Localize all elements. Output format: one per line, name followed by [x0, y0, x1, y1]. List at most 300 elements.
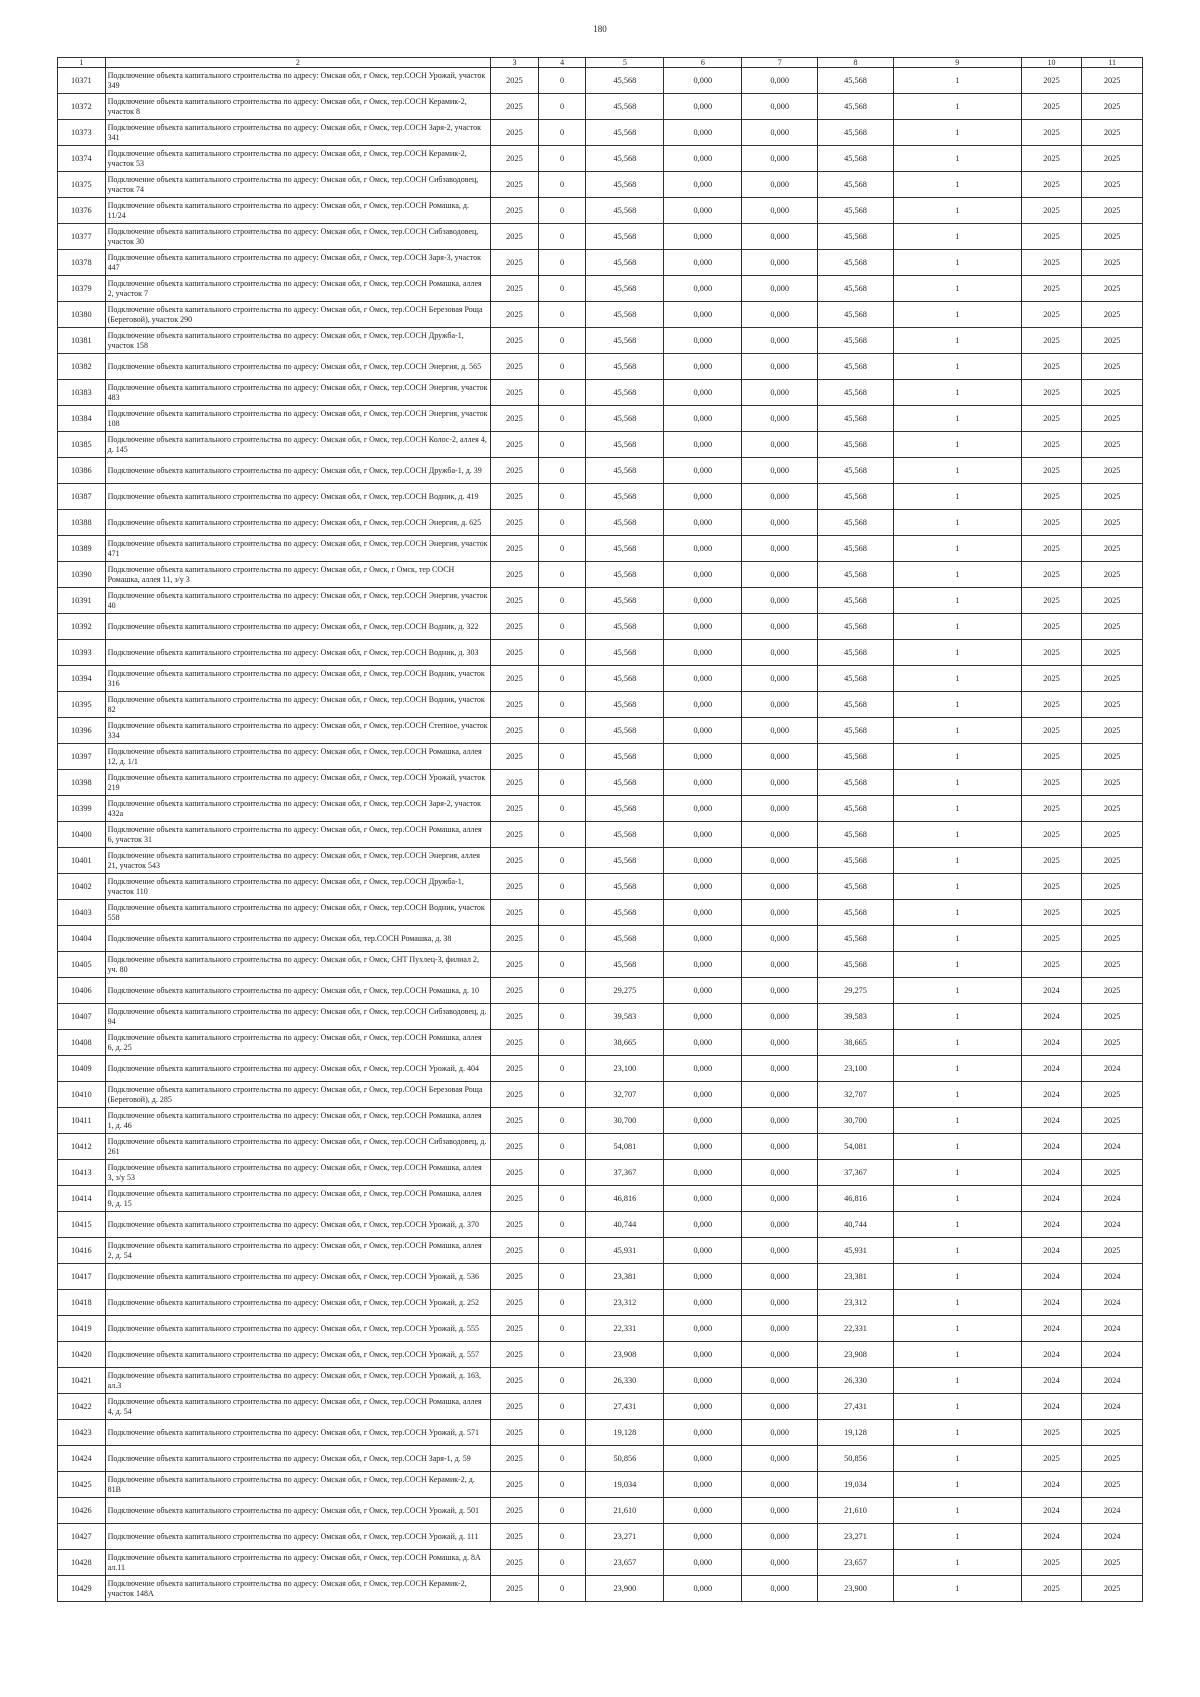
col-9-count: 1 [893, 1316, 1021, 1342]
col-5-value: 45,568 [586, 822, 664, 848]
col-11-year: 2025 [1082, 952, 1143, 978]
col-4-value: 0 [538, 926, 586, 952]
object-description: Подключение объекта капитального строительства по адресу: Омская обл, г Омск, тер.СОСН Водник, участок 558 [105, 900, 490, 926]
col-7-value: 0,000 [742, 926, 818, 952]
col-10-year: 2025 [1021, 900, 1082, 926]
object-description: Подключение объекта капитального строительства по адресу: Омская обл, г Омск, тер.СОСН Энергия, д. 625 [105, 510, 490, 536]
table-row [58, 588, 1143, 614]
table-row [58, 744, 1143, 770]
col-5-value: 23,908 [586, 1342, 664, 1368]
col-11-year: 2025 [1082, 1108, 1143, 1134]
col-5-value: 19,034 [586, 1472, 664, 1498]
col-11-year: 2025 [1082, 276, 1143, 302]
row-number: 10410 [58, 1082, 106, 1108]
col-4-value: 0 [538, 952, 586, 978]
col-10-year: 2025 [1021, 224, 1082, 250]
col-3-year: 2025 [491, 1108, 539, 1134]
row-number: 10414 [58, 1186, 106, 1212]
col-3-year: 2025 [491, 1394, 539, 1420]
col-6-value: 0,000 [664, 588, 742, 614]
table-row [58, 1342, 1143, 1368]
col-10-year: 2024 [1021, 1004, 1082, 1030]
col-11-year: 2025 [1082, 874, 1143, 900]
col-6-value: 0,000 [664, 1134, 742, 1160]
col-6-value: 0,000 [664, 510, 742, 536]
col-3-year: 2025 [491, 978, 539, 1004]
object-description: Подключение объекта капитального строительства по адресу: Омская обл, г Омск, тер.СОСН Ромашка, аллея 1, д. 46 [105, 1108, 490, 1134]
object-description: Подключение объекта капитального строительства по адресу: Омская обл, г Омск, тер.СОСН Ромашка, д. 11/24 [105, 198, 490, 224]
col-7-value: 0,000 [742, 978, 818, 1004]
col-6-value: 0,000 [664, 1056, 742, 1082]
col-11-year: 2025 [1082, 146, 1143, 172]
row-number: 10402 [58, 874, 106, 900]
object-description: Подключение объекта капитального строительства по адресу: Омская обл, г Омск, тер.СОСН Степное, участок 334 [105, 718, 490, 744]
col-4-value: 0 [538, 1498, 586, 1524]
col-6-value: 0,000 [664, 328, 742, 354]
col-8-value: 39,583 [818, 1004, 894, 1030]
table-row [58, 1576, 1143, 1602]
col-10-year: 2025 [1021, 1550, 1082, 1576]
col-11-year: 2025 [1082, 1030, 1143, 1056]
table-row [58, 900, 1143, 926]
col-4-value: 0 [538, 874, 586, 900]
table-row [58, 1160, 1143, 1186]
col-6-value: 0,000 [664, 276, 742, 302]
col-10-year: 2025 [1021, 432, 1082, 458]
col-4-value: 0 [538, 198, 586, 224]
col-5-value: 32,707 [586, 1082, 664, 1108]
col-8-value: 45,568 [818, 432, 894, 458]
col-5-value: 45,568 [586, 432, 664, 458]
object-description: Подключение объекта капитального строительства по адресу: Омская обл, г Омск, тер.СОСН Ромашка, аллея 6, участок 31 [105, 822, 490, 848]
col-10-year: 2025 [1021, 458, 1082, 484]
column-header-1: 1 [58, 58, 106, 68]
col-6-value: 0,000 [664, 822, 742, 848]
col-3-year: 2025 [491, 588, 539, 614]
col-3-year: 2025 [491, 1550, 539, 1576]
table-row [58, 380, 1143, 406]
col-6-value: 0,000 [664, 770, 742, 796]
col-6-value: 0,000 [664, 874, 742, 900]
col-11-year: 2025 [1082, 1576, 1143, 1602]
col-3-year: 2025 [491, 510, 539, 536]
col-9-count: 1 [893, 848, 1021, 874]
col-10-year: 2024 [1021, 1316, 1082, 1342]
col-3-year: 2025 [491, 874, 539, 900]
col-3-year: 2025 [491, 1316, 539, 1342]
col-4-value: 0 [538, 562, 586, 588]
col-10-year: 2025 [1021, 536, 1082, 562]
col-3-year: 2025 [491, 1238, 539, 1264]
col-8-value: 45,568 [818, 640, 894, 666]
object-description: Подключение объекта капитального строительства по адресу: Омская обл, г Омск, тер.СОСН Водник, д. 419 [105, 484, 490, 510]
col-7-value: 0,000 [742, 1316, 818, 1342]
col-10-year: 2025 [1021, 952, 1082, 978]
col-6-value: 0,000 [664, 796, 742, 822]
col-8-value: 23,100 [818, 1056, 894, 1082]
col-10-year: 2025 [1021, 510, 1082, 536]
table-row [58, 1316, 1143, 1342]
col-6-value: 0,000 [664, 1420, 742, 1446]
col-9-count: 1 [893, 510, 1021, 536]
col-10-year: 2024 [1021, 978, 1082, 1004]
col-6-value: 0,000 [664, 1342, 742, 1368]
col-9-count: 1 [893, 1524, 1021, 1550]
col-9-count: 1 [893, 1446, 1021, 1472]
col-5-value: 45,568 [586, 302, 664, 328]
object-description: Подключение объекта капитального строительства по адресу: Омская обл, г Омск, тер.СОСН Ромашка, аллея 9, д. 15 [105, 1186, 490, 1212]
col-11-year: 2025 [1082, 380, 1143, 406]
col-8-value: 45,568 [818, 120, 894, 146]
table-row [58, 1082, 1143, 1108]
col-11-year: 2025 [1082, 1550, 1143, 1576]
object-description: Подключение объекта капитального строительства по адресу: Омская обл, г Омск, тер.СОСН Урожай, д. 571 [105, 1420, 490, 1446]
row-number: 10394 [58, 666, 106, 692]
object-description: Подключение объекта капитального строительства по адресу: Омская обл, г Омск, тер.СОСН Сибзаводовец, д. 94 [105, 1004, 490, 1030]
object-description: Подключение объекта капитального строительства по адресу: Омская обл, г Омск, тер.СОСН Березовая Роща (Береговой), участок 290 [105, 302, 490, 328]
col-9-count: 1 [893, 328, 1021, 354]
col-9-count: 1 [893, 978, 1021, 1004]
row-number: 10391 [58, 588, 106, 614]
col-3-year: 2025 [491, 1446, 539, 1472]
object-description: Подключение объекта капитального строительства по адресу: Омская обл, тер.СОСН Ромашка, д. 38 [105, 926, 490, 952]
col-8-value: 45,568 [818, 926, 894, 952]
object-description: Подключение объекта капитального строительства по адресу: Омская обл, г Омск, тер.СОСН Керамик-2, участок 53 [105, 146, 490, 172]
table-row [58, 848, 1143, 874]
object-description: Подключение объекта капитального строительства по адресу: Омская обл, г Омск, тер.СОСН Урожай, д. 557 [105, 1342, 490, 1368]
col-11-year: 2025 [1082, 458, 1143, 484]
col-8-value: 32,707 [818, 1082, 894, 1108]
row-number: 10411 [58, 1108, 106, 1134]
col-7-value: 0,000 [742, 1472, 818, 1498]
col-8-value: 23,900 [818, 1576, 894, 1602]
col-9-count: 1 [893, 900, 1021, 926]
col-10-year: 2025 [1021, 328, 1082, 354]
col-3-year: 2025 [491, 354, 539, 380]
col-4-value: 0 [538, 432, 586, 458]
col-10-year: 2024 [1021, 1134, 1082, 1160]
col-5-value: 45,568 [586, 614, 664, 640]
col-7-value: 0,000 [742, 458, 818, 484]
table-row [58, 1264, 1143, 1290]
col-9-count: 1 [893, 1498, 1021, 1524]
col-8-value: 46,816 [818, 1186, 894, 1212]
col-6-value: 0,000 [664, 198, 742, 224]
col-9-count: 1 [893, 146, 1021, 172]
col-4-value: 0 [538, 1524, 586, 1550]
col-8-value: 23,381 [818, 1264, 894, 1290]
col-11-year: 2025 [1082, 536, 1143, 562]
col-4-value: 0 [538, 224, 586, 250]
col-9-count: 1 [893, 926, 1021, 952]
col-3-year: 2025 [491, 1420, 539, 1446]
col-9-count: 1 [893, 796, 1021, 822]
object-description: Подключение объекта капитального строительства по адресу: Омская обл, г Омск, тер.СОСН Энергия, участок 483 [105, 380, 490, 406]
row-number: 10403 [58, 900, 106, 926]
col-11-year: 2025 [1082, 94, 1143, 120]
col-3-year: 2025 [491, 1212, 539, 1238]
col-6-value: 0,000 [664, 1030, 742, 1056]
row-number: 10400 [58, 822, 106, 848]
col-9-count: 1 [893, 1264, 1021, 1290]
col-8-value: 45,568 [818, 380, 894, 406]
col-6-value: 0,000 [664, 1160, 742, 1186]
col-9-count: 1 [893, 1030, 1021, 1056]
col-6-value: 0,000 [664, 536, 742, 562]
col-10-year: 2025 [1021, 68, 1082, 94]
col-10-year: 2025 [1021, 1446, 1082, 1472]
col-11-year: 2025 [1082, 1420, 1143, 1446]
col-10-year: 2024 [1021, 1056, 1082, 1082]
col-11-year: 2025 [1082, 250, 1143, 276]
col-7-value: 0,000 [742, 1212, 818, 1238]
col-3-year: 2025 [491, 614, 539, 640]
col-4-value: 0 [538, 1394, 586, 1420]
col-8-value: 45,568 [818, 952, 894, 978]
col-4-value: 0 [538, 666, 586, 692]
col-10-year: 2025 [1021, 796, 1082, 822]
col-6-value: 0,000 [664, 458, 742, 484]
col-6-value: 0,000 [664, 1316, 742, 1342]
table-row [58, 458, 1143, 484]
col-9-count: 1 [893, 640, 1021, 666]
col-7-value: 0,000 [742, 588, 818, 614]
col-6-value: 0,000 [664, 614, 742, 640]
col-6-value: 0,000 [664, 640, 742, 666]
object-description: Подключение объекта капитального строительства по адресу: Омская обл, г Омск, тер.СОСН Урожай, д. 555 [105, 1316, 490, 1342]
col-5-value: 45,568 [586, 770, 664, 796]
table-row [58, 1550, 1143, 1576]
col-3-year: 2025 [491, 146, 539, 172]
col-10-year: 2025 [1021, 1576, 1082, 1602]
col-7-value: 0,000 [742, 614, 818, 640]
table-row [58, 68, 1143, 94]
row-number: 10387 [58, 484, 106, 510]
object-description: Подключение объекта капитального строительства по адресу: Омская обл, г Омск, тер.СОСН Урожай, д. 404 [105, 1056, 490, 1082]
col-9-count: 1 [893, 94, 1021, 120]
col-5-value: 45,568 [586, 68, 664, 94]
col-11-year: 2025 [1082, 1082, 1143, 1108]
col-6-value: 0,000 [664, 900, 742, 926]
object-description: Подключение объекта капитального строительства по адресу: Омская обл, г Омск, тер.СОСН Керамик-2, д. 81В [105, 1472, 490, 1498]
row-number: 10429 [58, 1576, 106, 1602]
col-4-value: 0 [538, 1238, 586, 1264]
table-row [58, 1186, 1143, 1212]
col-11-year: 2025 [1082, 692, 1143, 718]
col-4-value: 0 [538, 172, 586, 198]
col-8-value: 45,568 [818, 94, 894, 120]
col-4-value: 0 [538, 1316, 586, 1342]
col-4-value: 0 [538, 146, 586, 172]
row-number: 10392 [58, 614, 106, 640]
col-8-value: 45,568 [818, 354, 894, 380]
col-5-value: 45,568 [586, 94, 664, 120]
col-3-year: 2025 [491, 68, 539, 94]
col-6-value: 0,000 [664, 484, 742, 510]
col-7-value: 0,000 [742, 1446, 818, 1472]
col-5-value: 38,665 [586, 1030, 664, 1056]
col-5-value: 45,568 [586, 354, 664, 380]
col-10-year: 2025 [1021, 354, 1082, 380]
col-10-year: 2025 [1021, 484, 1082, 510]
row-number: 10421 [58, 1368, 106, 1394]
page-number: 180 [593, 24, 607, 34]
table-row [58, 198, 1143, 224]
row-number: 10376 [58, 198, 106, 224]
col-5-value: 23,312 [586, 1290, 664, 1316]
row-number: 10389 [58, 536, 106, 562]
col-7-value: 0,000 [742, 1238, 818, 1264]
col-10-year: 2024 [1021, 1394, 1082, 1420]
table-row [58, 1446, 1143, 1472]
col-10-year: 2024 [1021, 1108, 1082, 1134]
col-10-year: 2025 [1021, 848, 1082, 874]
col-9-count: 1 [893, 1342, 1021, 1368]
row-number: 10413 [58, 1160, 106, 1186]
table-row [58, 328, 1143, 354]
col-6-value: 0,000 [664, 1368, 742, 1394]
col-5-value: 45,568 [586, 562, 664, 588]
col-3-year: 2025 [491, 536, 539, 562]
col-7-value: 0,000 [742, 1290, 818, 1316]
col-8-value: 45,568 [818, 822, 894, 848]
col-4-value: 0 [538, 1264, 586, 1290]
col-7-value: 0,000 [742, 1108, 818, 1134]
col-11-year: 2024 [1082, 1056, 1143, 1082]
col-3-year: 2025 [491, 250, 539, 276]
col-5-value: 19,128 [586, 1420, 664, 1446]
object-description: Подключение объекта капитального строительства по адресу: Омская обл, г Омск, тер.СОСН Энергия, аллея 21, участок 543 [105, 848, 490, 874]
col-3-year: 2025 [491, 640, 539, 666]
col-5-value: 29,275 [586, 978, 664, 1004]
col-5-value: 30,700 [586, 1108, 664, 1134]
col-6-value: 0,000 [664, 1524, 742, 1550]
object-description: Подключение объекта капитального строительства по адресу: Омская обл, г Омск, тер.СОСН Керамик-2, участок 8 [105, 94, 490, 120]
table-row [58, 1394, 1143, 1420]
col-3-year: 2025 [491, 1342, 539, 1368]
col-5-value: 45,568 [586, 536, 664, 562]
object-description: Подключение объекта капитального строительства по адресу: Омская обл, г Омск, тер.СОСН Ромашка, аллея 6, д. 25 [105, 1030, 490, 1056]
col-5-value: 23,271 [586, 1524, 664, 1550]
col-11-year: 2025 [1082, 328, 1143, 354]
col-11-year: 2025 [1082, 510, 1143, 536]
column-header-8: 8 [818, 58, 894, 68]
col-8-value: 45,568 [818, 614, 894, 640]
table-row [58, 1420, 1143, 1446]
col-4-value: 0 [538, 1550, 586, 1576]
object-description: Подключение объекта капитального строительства по адресу: Омская обл, г Омск, тер.СОСН Дружба-1, участок 110 [105, 874, 490, 900]
col-4-value: 0 [538, 978, 586, 1004]
col-7-value: 0,000 [742, 1056, 818, 1082]
column-header-11: 11 [1082, 58, 1143, 68]
object-description: Подключение объекта капитального строительства по адресу: Омская обл, г Омск, тер.СОСН Энергия, участок 108 [105, 406, 490, 432]
col-10-year: 2025 [1021, 770, 1082, 796]
col-6-value: 0,000 [664, 380, 742, 406]
object-description: Подключение объекта капитального строительства по адресу: Омская обл, г Омск, тер.СОСН Заря-2, участок 341 [105, 120, 490, 146]
col-8-value: 19,128 [818, 1420, 894, 1446]
col-8-value: 54,081 [818, 1134, 894, 1160]
row-number: 10428 [58, 1550, 106, 1576]
col-6-value: 0,000 [664, 744, 742, 770]
col-11-year: 2025 [1082, 406, 1143, 432]
col-7-value: 0,000 [742, 276, 818, 302]
col-5-value: 45,568 [586, 588, 664, 614]
col-8-value: 50,856 [818, 1446, 894, 1472]
col-9-count: 1 [893, 1368, 1021, 1394]
col-3-year: 2025 [491, 1264, 539, 1290]
col-4-value: 0 [538, 458, 586, 484]
col-10-year: 2024 [1021, 1238, 1082, 1264]
col-6-value: 0,000 [664, 432, 742, 458]
table-row [58, 1290, 1143, 1316]
col-4-value: 0 [538, 796, 586, 822]
table-row [58, 484, 1143, 510]
col-9-count: 1 [893, 354, 1021, 380]
col-6-value: 0,000 [664, 1186, 742, 1212]
col-4-value: 0 [538, 1186, 586, 1212]
col-5-value: 45,568 [586, 718, 664, 744]
col-10-year: 2025 [1021, 926, 1082, 952]
col-8-value: 21,610 [818, 1498, 894, 1524]
col-5-value: 23,100 [586, 1056, 664, 1082]
col-9-count: 1 [893, 68, 1021, 94]
object-description: Подключение объекта капитального строительства по адресу: Омская обл, г Омск, тер.СОСН Урожай, д. 370 [105, 1212, 490, 1238]
row-number: 10397 [58, 744, 106, 770]
table-row [58, 276, 1143, 302]
table-row [58, 94, 1143, 120]
col-4-value: 0 [538, 718, 586, 744]
column-header-9: 9 [893, 58, 1021, 68]
col-9-count: 1 [893, 1212, 1021, 1238]
col-3-year: 2025 [491, 796, 539, 822]
col-6-value: 0,000 [664, 146, 742, 172]
col-7-value: 0,000 [742, 1394, 818, 1420]
col-10-year: 2025 [1021, 250, 1082, 276]
col-8-value: 45,568 [818, 328, 894, 354]
row-number: 10417 [58, 1264, 106, 1290]
col-10-year: 2025 [1021, 406, 1082, 432]
col-6-value: 0,000 [664, 1498, 742, 1524]
col-10-year: 2025 [1021, 744, 1082, 770]
object-description: Подключение объекта капитального строительства по адресу: Омская обл, г Омск, СНТ Пухлец-3, филиал 2, уч. 80 [105, 952, 490, 978]
row-number: 10384 [58, 406, 106, 432]
col-4-value: 0 [538, 1342, 586, 1368]
col-9-count: 1 [893, 224, 1021, 250]
col-7-value: 0,000 [742, 172, 818, 198]
col-3-year: 2025 [491, 380, 539, 406]
col-8-value: 45,568 [818, 718, 894, 744]
col-4-value: 0 [538, 848, 586, 874]
col-8-value: 45,568 [818, 510, 894, 536]
row-number: 10374 [58, 146, 106, 172]
col-6-value: 0,000 [664, 562, 742, 588]
col-11-year: 2025 [1082, 900, 1143, 926]
row-number: 10371 [58, 68, 106, 94]
col-10-year: 2025 [1021, 874, 1082, 900]
col-7-value: 0,000 [742, 1576, 818, 1602]
col-3-year: 2025 [491, 458, 539, 484]
col-11-year: 2025 [1082, 224, 1143, 250]
col-11-year: 2025 [1082, 666, 1143, 692]
object-description: Подключение объекта капитального строительства по адресу: Омская обл, г Омск, тер.СОСН Сибзаводовец, участок 30 [105, 224, 490, 250]
col-3-year: 2025 [491, 770, 539, 796]
col-3-year: 2025 [491, 744, 539, 770]
col-10-year: 2024 [1021, 1290, 1082, 1316]
table-row [58, 1498, 1143, 1524]
row-number: 10382 [58, 354, 106, 380]
row-number: 10418 [58, 1290, 106, 1316]
object-description: Подключение объекта капитального строительства по адресу: Омская обл, г Омск, тер.СОСН Заря-1, д. 59 [105, 1446, 490, 1472]
